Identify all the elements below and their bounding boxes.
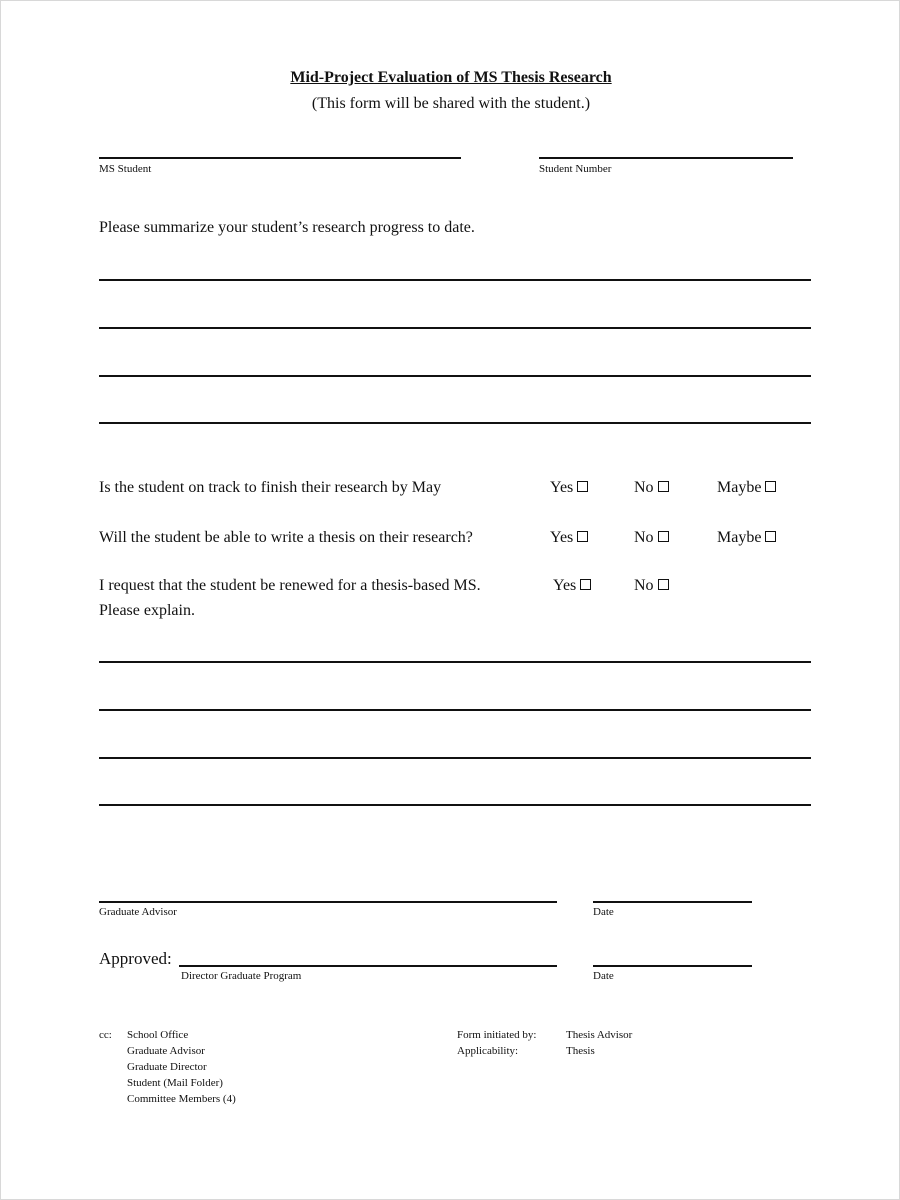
progress-line-3[interactable]	[99, 375, 811, 377]
q2-yes-option[interactable]: Yes	[550, 529, 588, 547]
question-renewal-explain: Please explain.	[99, 602, 195, 619]
date-field-2[interactable]	[593, 965, 752, 967]
checkbox-icon[interactable]	[580, 579, 591, 590]
explain-line-4[interactable]	[99, 804, 811, 806]
checkbox-icon[interactable]	[577, 531, 588, 542]
question-on-track: Is the student on track to finish their research by May	[99, 479, 442, 496]
initiated-value: Thesis Advisor	[566, 1029, 633, 1041]
applicability-value: Thesis	[566, 1045, 595, 1057]
checkbox-icon[interactable]	[658, 481, 669, 492]
date-field-1[interactable]	[593, 901, 752, 903]
q2-maybe-option[interactable]: Maybe	[717, 529, 776, 547]
question-write-thesis: Will the student be able to write a thesis on their research?	[99, 529, 473, 546]
checkbox-icon[interactable]	[658, 579, 669, 590]
q2-no-option[interactable]: No	[634, 529, 669, 547]
student-number-label: Student Number	[539, 163, 612, 175]
q3-yes-option[interactable]: Yes	[553, 577, 591, 595]
cc-item: School Office	[127, 1029, 189, 1041]
director-label: Director Graduate Program	[181, 970, 302, 982]
explain-line-2[interactable]	[99, 709, 811, 711]
question-renewal: I request that the student be renewed for a thesis-based MS.	[99, 577, 481, 594]
checkbox-icon[interactable]	[577, 481, 588, 492]
date-label-1: Date	[593, 906, 614, 918]
graduate-advisor-signature-field[interactable]	[99, 901, 557, 903]
explain-line-1[interactable]	[99, 661, 811, 663]
ms-student-field[interactable]	[99, 157, 461, 159]
explain-line-3[interactable]	[99, 757, 811, 759]
initiated-label: Form initiated by:	[457, 1029, 537, 1041]
q1-yes-option[interactable]: Yes	[550, 479, 588, 497]
ms-student-label: MS Student	[99, 163, 152, 175]
progress-line-2[interactable]	[99, 327, 811, 329]
checkbox-icon[interactable]	[765, 531, 776, 542]
cc-item: Committee Members (4)	[127, 1093, 236, 1105]
cc-label: cc:	[99, 1029, 112, 1041]
form-title: Mid-Project Evaluation of MS Thesis Research	[290, 69, 612, 86]
progress-prompt: Please summarize your student’s research progress to date.	[99, 219, 475, 236]
cc-item: Student (Mail Folder)	[127, 1077, 223, 1089]
cc-item: Graduate Advisor	[127, 1045, 205, 1057]
director-signature-field[interactable]	[179, 965, 557, 967]
applicability-label: Applicability:	[457, 1045, 519, 1057]
date-label-2: Date	[593, 970, 614, 982]
form-subtitle: (This form will be shared with the student.)	[311, 95, 591, 112]
q1-maybe-option[interactable]: Maybe	[717, 479, 776, 497]
q1-no-option[interactable]: No	[634, 479, 669, 497]
approved-label: Approved:	[99, 949, 172, 968]
progress-line-4[interactable]	[99, 422, 811, 424]
student-number-field[interactable]	[539, 157, 793, 159]
checkbox-icon[interactable]	[658, 531, 669, 542]
q3-no-option[interactable]: No	[634, 577, 669, 595]
cc-item: Graduate Director	[127, 1061, 207, 1073]
checkbox-icon[interactable]	[765, 481, 776, 492]
progress-line-1[interactable]	[99, 279, 811, 281]
graduate-advisor-label: Graduate Advisor	[99, 906, 177, 918]
